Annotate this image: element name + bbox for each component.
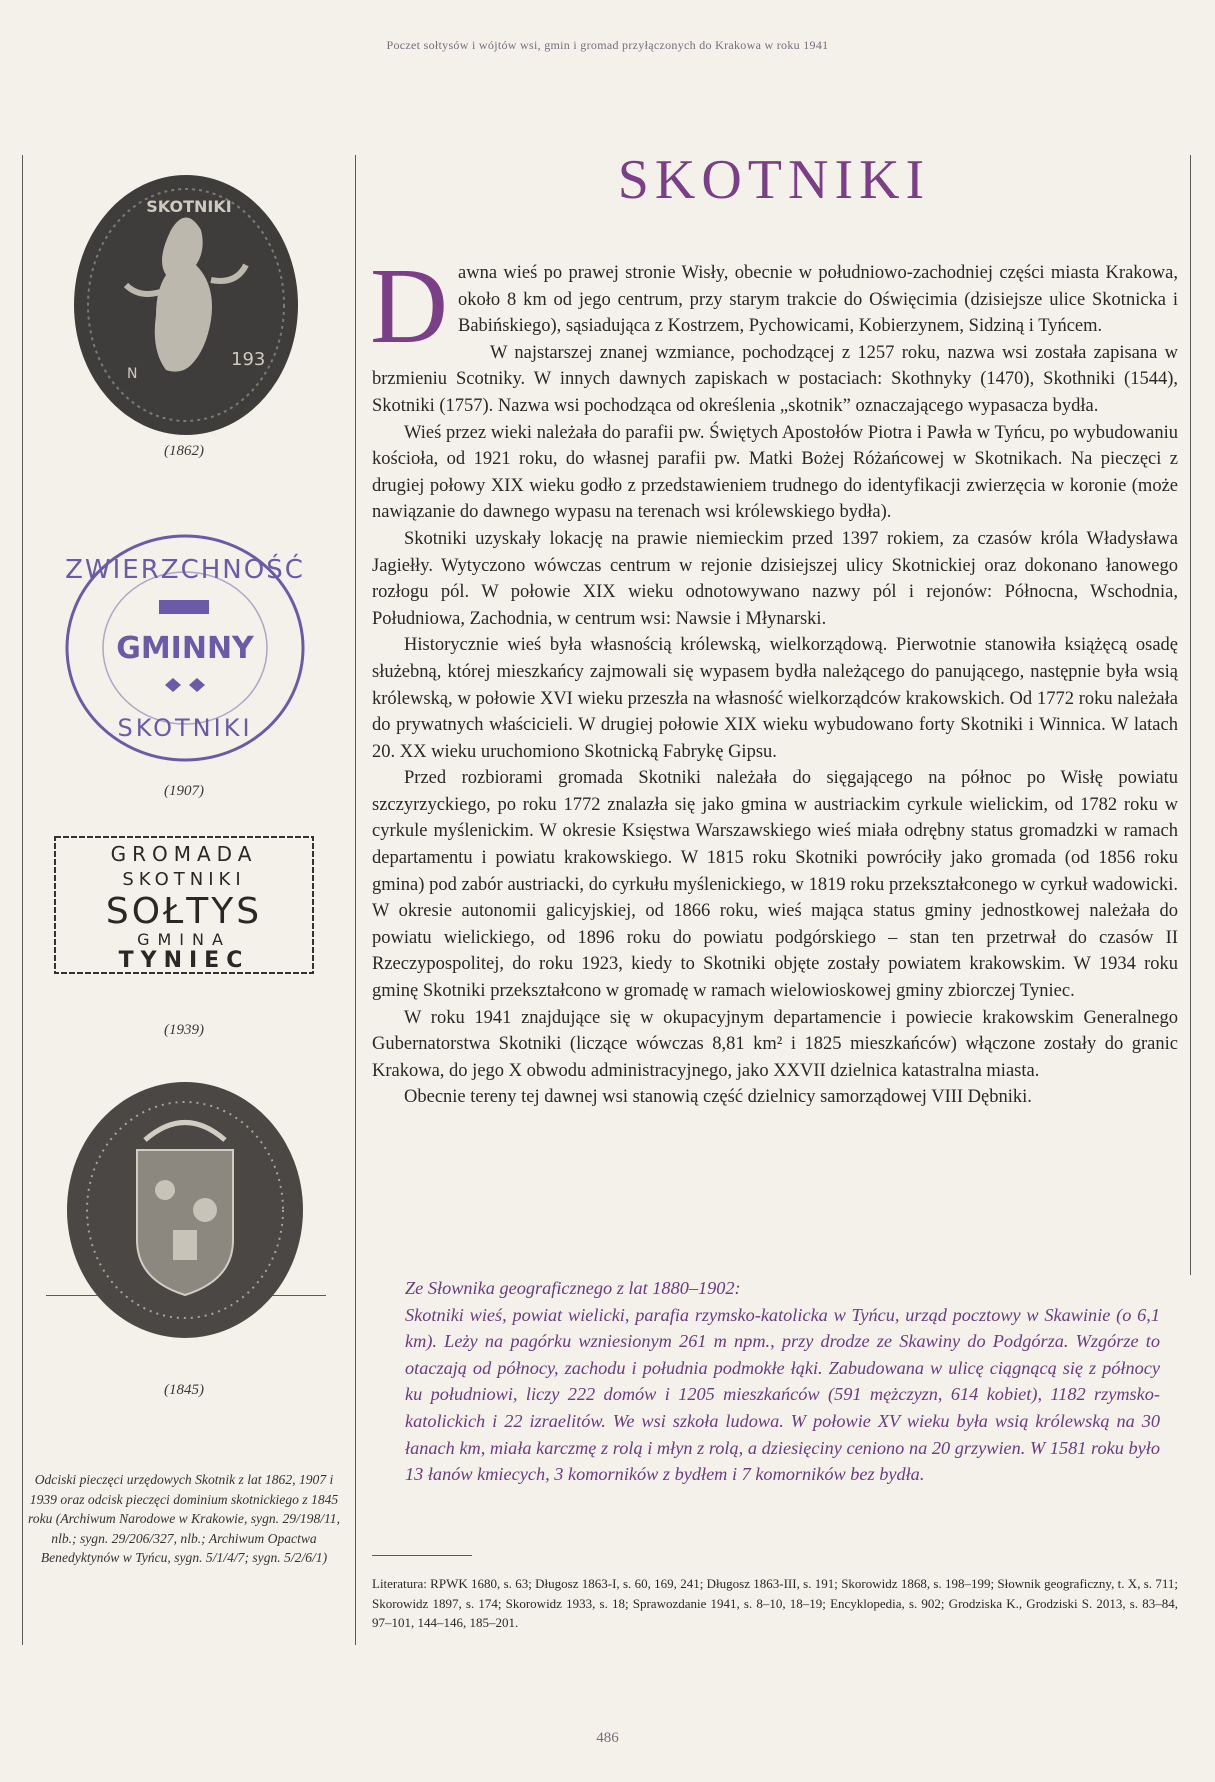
main-text [370,247,1178,1111]
seals-column [23,160,345,1640]
seal-1939-image [53,835,315,975]
seal-1939-caption: (1939) [164,1022,204,1038]
paragraph-7: W roku 1941 znajdujące się w okupacyjnym departamencie i powiecie krakowskim Generalnego Gubernatorstwa Skotniki (liczące wówczas 8,81 km² i 1825 mieszkańców) włączone zostały do granic Krakowa, do jego X obwodu administracyjnego, jako XXVII dzielnica katastralna miasta. [372,1007,1178,1081]
paragraph-3: Wieś przez wieki należała do parafii pw. Świętych Apostołów Piotra i Pawła w Tyńcu, po wybudowaniu kościoła, od 1921 roku, do własnej parafii pw. Matki Bożej Różańcowej w Skotnikach. Na pieczęci z drugiej połowy XIX wieku godło z przedstawieniem trudnego do identyfikacji zwierzęcia w koronie (może nawiązanie do dawnego wypasu na terenach wsi królewskiego bydła). [372,422,1178,523]
seal-1862-text-right: 193 [231,349,266,370]
literature-rule [372,1555,472,1556]
seal-1907-text-bottom: SKOTNIKI [117,714,253,742]
paragraph-1 [370,247,1178,366]
page-title: SKOTNIKI [617,149,931,211]
paragraph-8: Obecnie tereny tej dawnej wsi stanowią część dzielnicy samorządowej VIII Dębniki. [404,1087,1032,1108]
seal-1939-line-4: GMINA [137,930,231,949]
seal-1907-diamond-right [189,678,205,692]
paragraph-6: Przed rozbiorami gromada Skotniki należała do sięgającego na północ po Wisłę powiatu szczyrzyckiego, po roku 1772 znalazła się jako gmina w austriackim cyrkule wielickim, od 1782 roku w cyrkule myślenickim. W okresie Księstwa Warszawskiego wieś miała odrębny status gromadzki w ramach departamentu i powiatu krakowskiego. W 1815 roku Skotniki powróciły jako gromada (od 1856 roku gmina) pod zabór austriacki, do cyrkułu myślenickiego, w 1819 roku przekształconego w cyrkuł wadowicki. W okresie autonomii galicyjskiej, od 1866 roku, wieś mająca status gminy jednostkowej należała do powiatu wielickiego, od 1896 roku do powiatu podgórskiego – stan ten przetrwał do czasów II Rzeczypospolitej, do roku 1923, kiedy to Skotniki objęte zostały powiatem krakowskim. W 1934 roku gminę Skotniki przekształcono w gromadę w ramach wielowioskowej gminy zbiorczej Tyniec. [372,768,1178,1002]
seal-1907-emblem [159,600,209,614]
literature-label: Literatura: [372,1576,427,1591]
quote-heading: Ze Słownika geograficznego z lat 1880–1902: [405,1278,741,1298]
seal-1862-image [71,170,301,440]
quote-body: Skotniki wieś, powiat wielicki, parafia rzymsko-katolicka w Tyńcu, urząd pocztowy w Skawinie (o 6,1 km). Leży na pagórku wzniesionym 261 m npm., przy drodze ze Skawiny do Podgórza. Wzgórze to otaczają od północy, zachodu i południa podmokłe łąki. Zabudowana w ulicę ciągnącą się z północy ku południowi, liczy 222 domów i 1205 mieszkańców (591 mężczyzn, 614 kobiet), 1182 rzymsko-katolickich i 22 izraelitów. We wsi szkoła ludowa. W połowie XV wieku była wsią królewską na 30 łanach km, miała karczmę z rolą i młyn z rolą, a dziesięciny ceniono na 20 grzywien. W 1581 roku było 13 łanów kmiecych, 3 komorników z bydłem i 7 komorników bez bydła. [405,1304,1160,1485]
seal-1845-caption: (1845) [164,1382,204,1398]
dictionary-quote [405,1275,1160,1488]
seal-1939-line-3: SOŁTYS [105,891,263,932]
seal-1862-caption: (1862) [164,443,204,459]
seal-1939-line-2: SKOTNIKI [122,869,246,890]
seal-1939-line-1: GROMADA [110,842,258,866]
paragraph-1-text: awna wieś po prawej stronie Wisły, obecnie w południowo-zachodniej części miasta Krakowa, około 8 km od jego centrum, przy starym trakcie do Oświęcimia (dzisiejsze ulice Skotnicka i Babińskiego), sąsiadująca z Kostrzem, Pychowicami, Kobierzynem, Sidziną i Tyńcem. [458,263,1178,337]
seal-1862-text-top: SKOTNIKI [146,197,232,216]
literature-text: RPWK 1680, s. 63; Długosz 1863-I, s. 60, 169, 241; Długosz 1863-III, s. 191; Skorowidz 1868, s. 198–199; Słownik geograficzny, t. X, s. 711; Skorowidz 1897, s. 174; Skorowidz 1933, s. 18; Sprawozdanie 1941, s. 8–10, 18–19; Encyklopedia, s. 902; Grodziska K., Grodziski S. 2013, s. 83–84, 97–101, 144–146, 185–201. [372,1576,1178,1630]
seal-1939-line-5: TYNIEC [118,948,250,973]
paragraph-4: Skotniki uzyskały lokację na prawie niemieckim przed 1397 rokiem, za czasów króla Władysława Jagiełły. Wytyczono wówczas centrum w rejonie dzisiejszej ulicy Skotnickiej oraz dokonano łanowego rozłogu pól. W połowie XIX wieku odnotowywano nazwy pól i rejonów: Północna, Wschodnia, Południowa, Zachodnia, w centrum wsi: Nawsie i Młynarski. [372,528,1178,629]
seal-1907-text-top: ZWIERZCHNOŚĆ [65,555,305,585]
seal-1845-image [65,1080,305,1340]
running-header: Poczet sołtysów i wójtów wsi, gmin i gromad przyłączonych do Krakowa w roku 1941 [386,38,829,52]
drop-cap: D [370,247,448,366]
seal-1907-caption: (1907) [164,783,204,799]
literature [372,1574,1178,1633]
paragraph-5: Historycznie wieś była własnością królewską, wielkorządową. Pierwotnie stanowiła książęcą osadę służebną, której mieszkańcy zajmowali się wypasem bydła należącego do panującego, następnie była wsią królewską, w połowie XVI wieku przeszła na własność wielkorządców krakowskich. Od 1772 roku należała do prywatnych właścicieli. W drugiej połowie XIX wieku wybudowano forty Skotniki i Winnica. W latach 20. XX wieku uruchomiono Skotnicką Fabrykę Gipsu. [372,635,1178,762]
paragraph-2: W najstarszej znanej wzmiance, pochodzącej z 1257 roku, nazwa wsi została zapisana w brzmieniu Scotniky. W innych dawnych zapiskach w postaciach: Skothnyky (1470), Skothniki (1544), Skotniki (1757). Nazwa wsi pochodząca od określenia „skotnik” oznaczającego wypasacza bydła. [372,342,1178,416]
seal-1862-text-left: N [127,366,138,382]
seal-1907-diamond-left [165,678,181,692]
right-column-rule [1190,155,1191,1275]
page-number: 486 [596,1730,619,1746]
column-divider [355,155,356,1645]
seals-archive-note: Odciski pieczęci urzędowych Skotnik z lat 1862, 1907 i 1939 oraz odcisk pieczęci dominium skotnickiego z 1845 roku (Archiwum Narodowe w Krakowie, sygn. 29/198/11, nlb.; sygn. 29/206/327, nlb.; Archiwum Opactwa Benedyktynów w Tyńcu, sygn. 5/1/4/7; sygn. 5/2/6/1) [27,1472,340,1565]
seal-1907-image [63,530,308,765]
seal-1907-text-center: GMINNY [116,631,254,666]
